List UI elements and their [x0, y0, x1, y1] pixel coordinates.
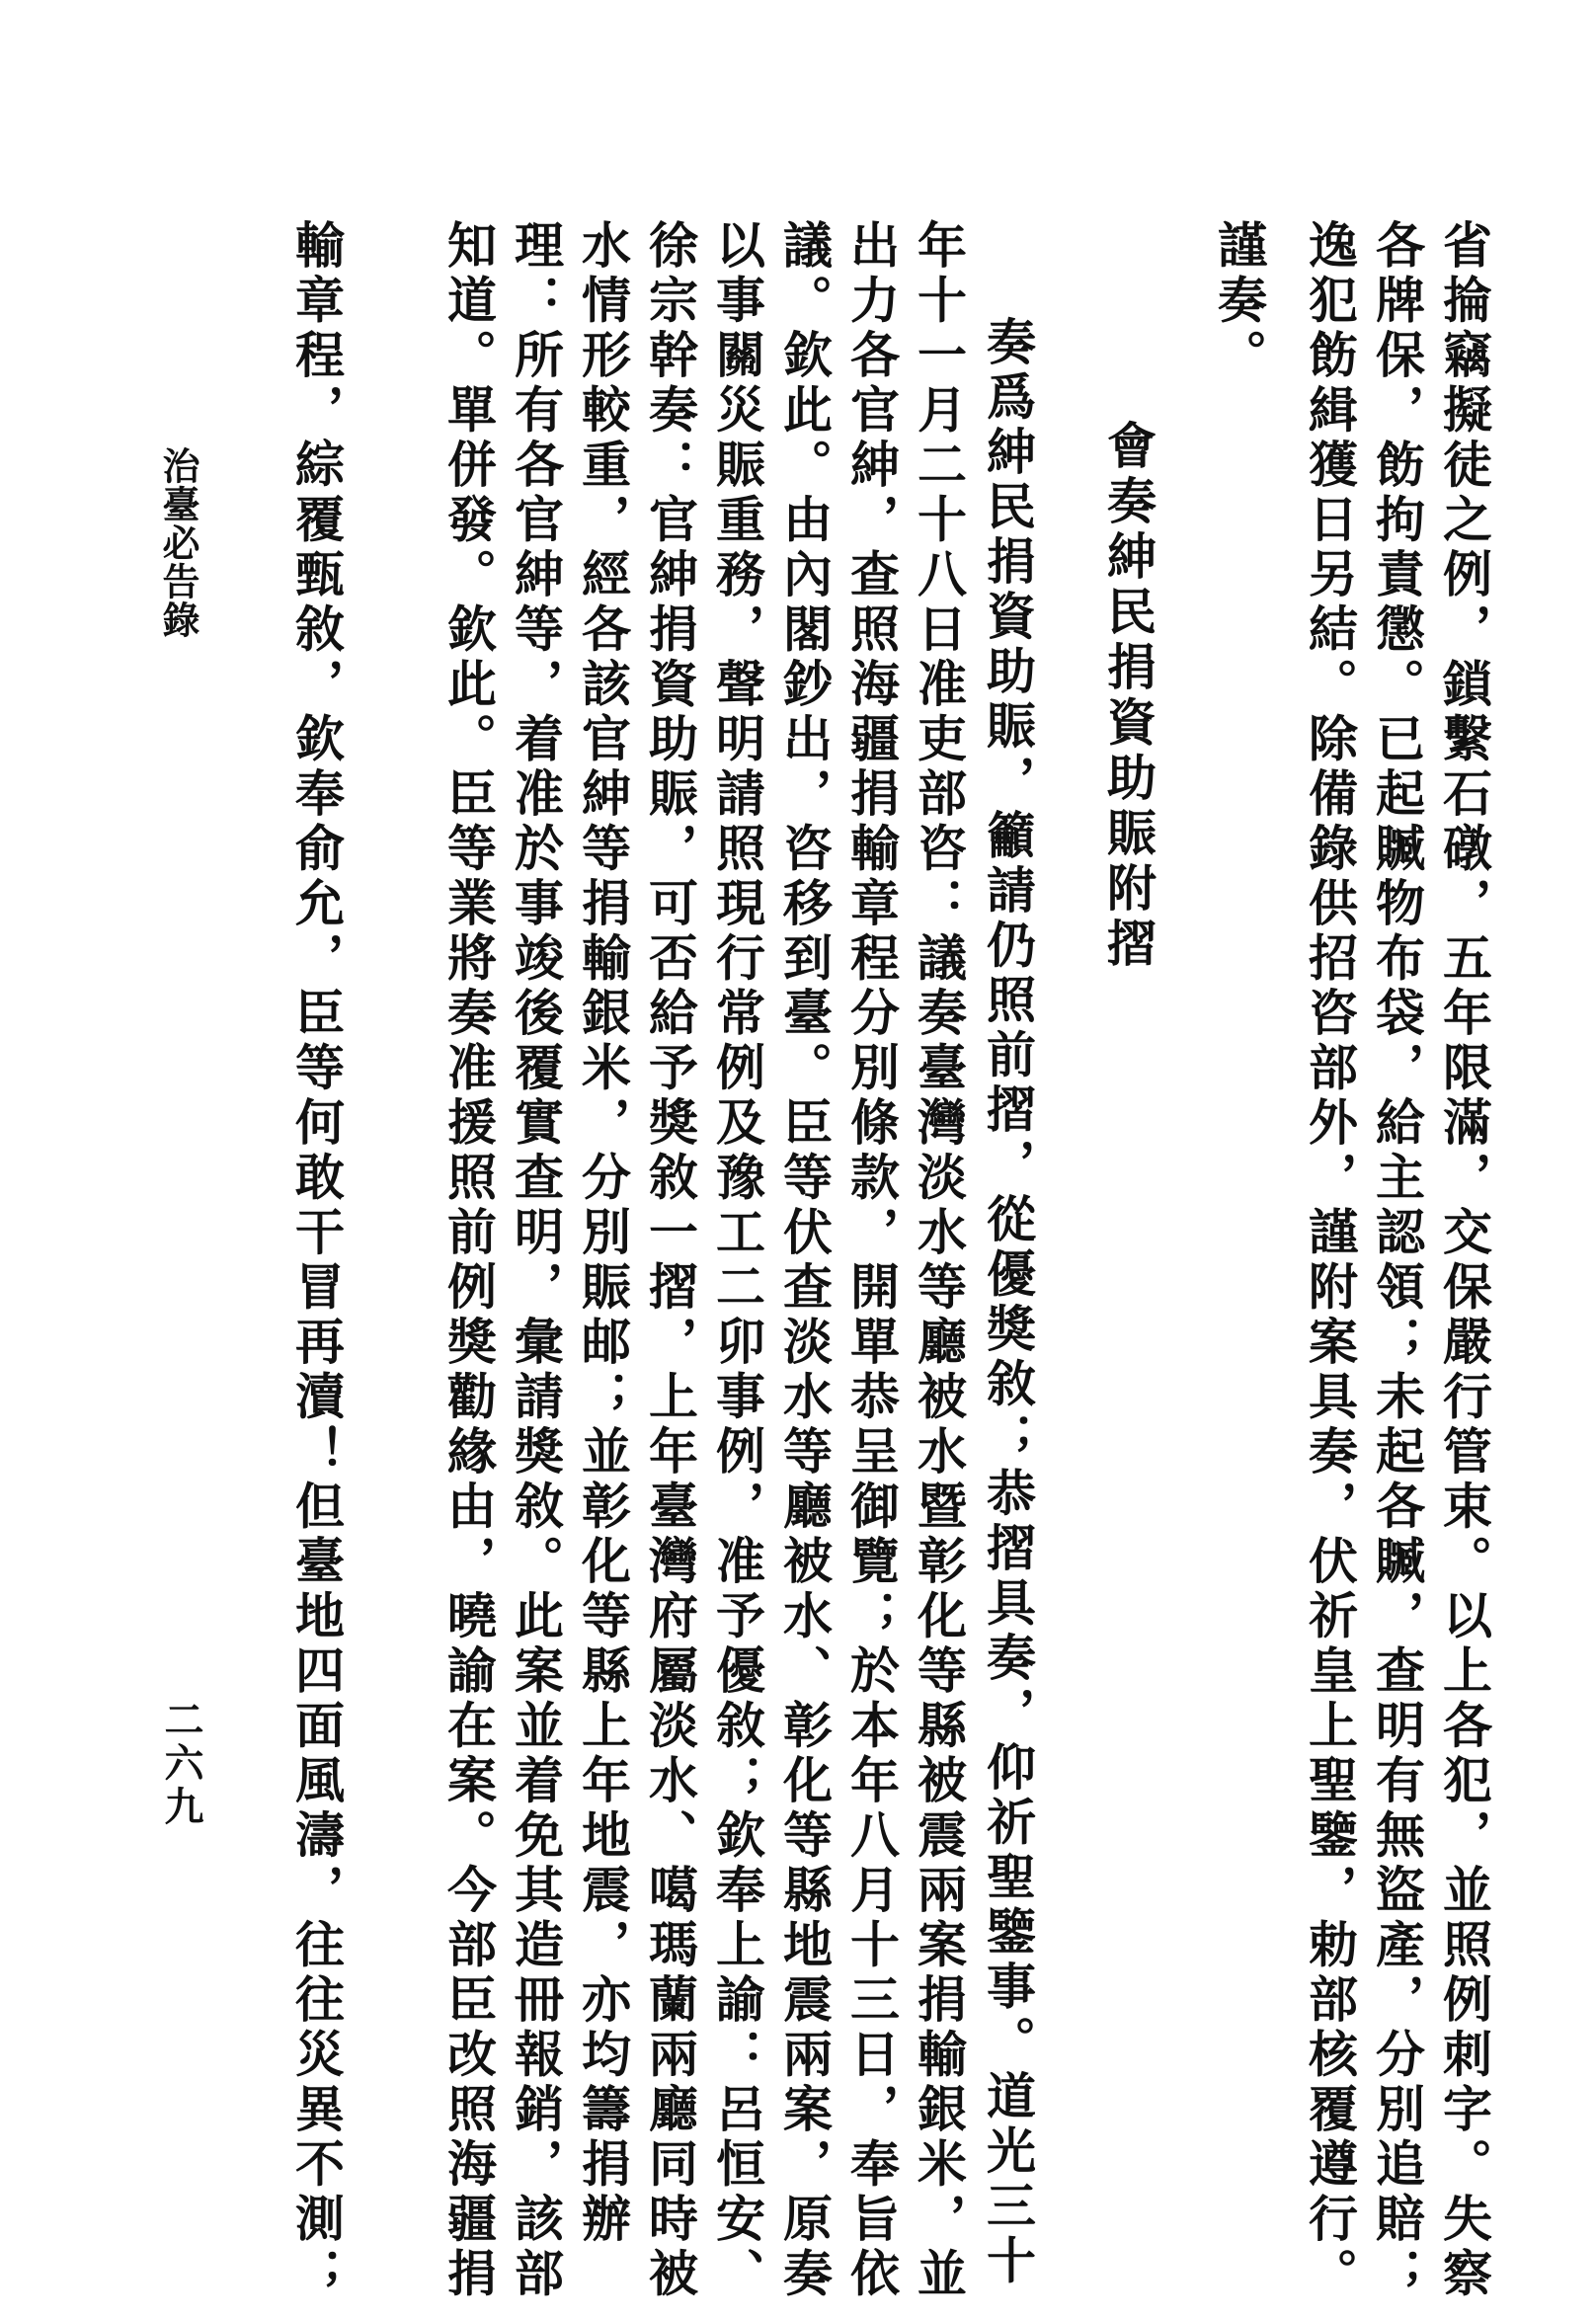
- text-column-15: 輸章程，綜覆甄敘，欽奉俞允，臣等何敢干冒再瀆！但臺地四面風濤，往往災異不測；: [287, 219, 346, 2302]
- text-column-4: 謹奏。: [1210, 219, 1268, 384]
- text-column-3: 逸犯飭緝獲日另結。除備錄供招咨部外，謹附案具奏，伏祈皇上聖鑒，勅部核覆遵行。: [1301, 219, 1359, 2302]
- text-column-6: 奏爲紳民捐資助賑，籲請仍照前摺，從優獎敘；恭摺具奏，仰祈聖鑒事。道光三十: [979, 316, 1037, 2289]
- text-column-12: 水情形較重，經各該官紳等捐輸銀米，分別賑邮；並彰化等縣上年地震，亦均籌捐辦: [574, 219, 632, 2248]
- text-column-9: 議。欽此。由內閣鈔出，咨移到臺。臣等伏查淡水等廳被水、彰化等縣地震兩案，原奏: [775, 219, 834, 2302]
- text-column-10: 以事關災賑重務，聲明請照現行常例及豫工二卯事例，准予優敘；欽奉上諭：呂恒安、: [708, 219, 766, 2302]
- text-column-8: 出力各官紳，查照海疆捐輸章程分別條款，開單恭呈御覽；於本年八月十三日，奉旨依: [842, 219, 901, 2302]
- text-column-14: 知道。單併發。欽此。臣等業將奏准援照前例獎勸緣由，曉諭在案。今部臣改照海疆捐: [439, 219, 498, 2302]
- text-column-2: 各牌保，飭拘責懲。已起贓物布袋，給主認領；未起各贓，查明有無盜產，分別追賠；: [1368, 219, 1426, 2302]
- text-column-13: 理：所有各官紳等，着准於事竣後覆實查明，彙請獎敘。此案並着免其造冊報銷，該部: [507, 219, 565, 2302]
- page-number: 二六九: [158, 1699, 204, 1829]
- text-column-1: 省掄竊擬徒之例，鎖繫石礅，五年限滿，交保嚴行管束。以上各犯，並照例刺字。失察: [1435, 219, 1493, 2302]
- section-heading: 會奏紳民捐資助賑附摺: [1099, 420, 1157, 973]
- book-title: 治臺必告錄: [156, 446, 200, 639]
- text-column-7: 年十一月二十八日准吏部咨：議奏臺灣淡水等廳被水暨彰化等縣被震兩案捐輸銀米，並: [910, 219, 968, 2302]
- text-column-11: 徐宗幹奏：官紳捐資助賑，可否給予獎敘一摺，上年臺灣府屬淡水、噶瑪蘭兩廳同時被: [641, 219, 699, 2302]
